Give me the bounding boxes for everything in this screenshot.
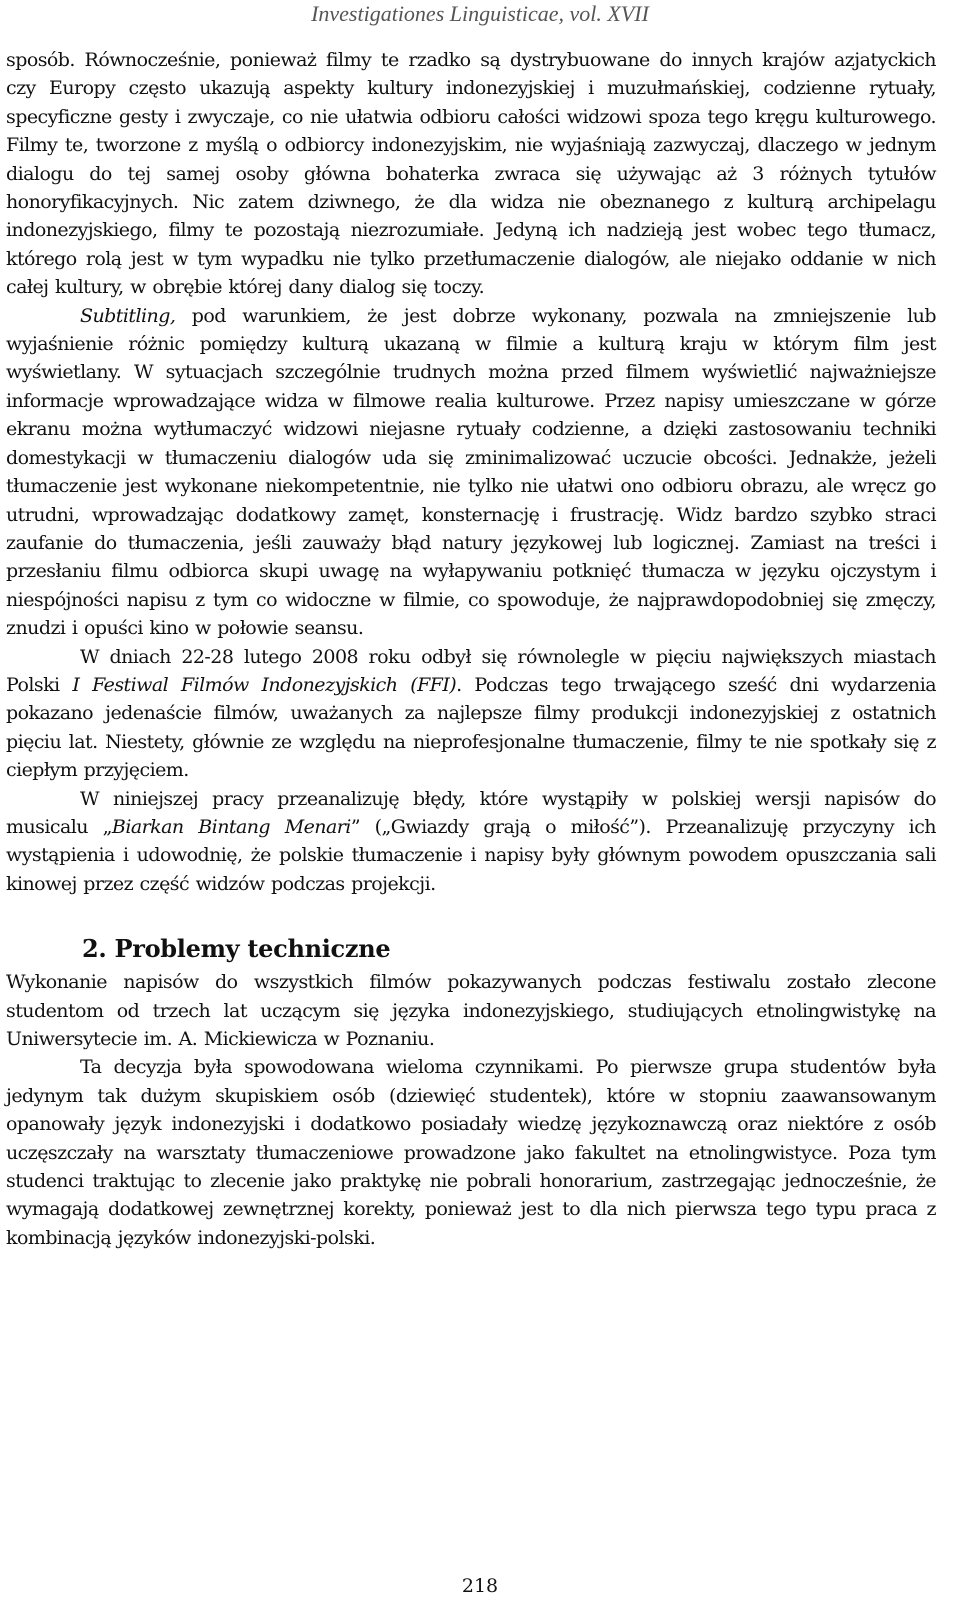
paragraph-subtitling-text: pod warunkiem, że jest dobrze wykonany, pozwala na zmniejszenie lub wyjaśnienie różnic pomiędzy kulturą ukazaną w filmie a kulturą kraju w którym film jest wyświetlany. W sytuacjach szczególnie trudnych można przed filmem wyświetlić najważniejsze informacje wprowadzające widza w filmowe realia kulturowe. Przez napisy umieszczane w górze ekranu można wytłumaczyć widzowi niejasne rytuały codzienne, a dzięki zastosowaniu techniki domestykacji w tłumaczeniu dialogów uda się zminimalizować uczucie obcości. Jednakże, jeżeli tłumaczenie jest wykonane niekompetentnie, nie tylko nie ułatwi ono odbioru obrazu, ale wręcz go utrudni, wprowadzając dodatkowy zamęt, konsternację i frustrację. Widz bardzo szybko straci zaufanie do tłumaczenia, jeśli zauważy błąd natury językowej lub logicznej. Zamiast na treści i przesłaniu filmu odbiorca skupi uwagę na wyłapywaniu potknięć tłumacza w języku ojczystym i niespójności napisu z tym co widoczne w filmie, co spowoduje, że najprawdopodobniej się zmęczy, znudzi i opuści kino w połowie seansu.	[6, 304, 936, 640]
paragraph-subtitling	[6, 302, 936, 643]
paragraph-section-intro: Wykonanie napisów do wszystkich filmów pokazywanych podczas festiwalu zostało zlecone studentom od trzech lat uczącym się języka indonezyjskiego, studiujących etnolingwistykę na Uniwersytecie im. A. Mickiewicza w Poznaniu.	[6, 971, 936, 1050]
paragraph-continued: sposób. Równocześnie, ponieważ filmy te rzadko są dystrybuowane do innych krajów azjatyckich czy Europy często ukazują aspekty kultury indonezyjskiej i muzułmańskiej, codzienne rytuały, specyficzne gesty i zwyczaje, co nie ułatwia odbioru całości widzowi spoza tego kręgu kulturowego. Filmy te, tworzone z myślą o odbiorcy indonezyjskim, nie wyjaśniają zazwyczaj, dlaczego w jednym dialogu do tej samej osoby główna bohaterka zwraca się używając aż 3 różnych tytułów honoryfikacyjnych. Nic zatem dziwnego, że dla widza nie obeznanego z kulturą archipelagu indonezyjskiego, filmy te pozostają niezrozumiałe. Jedyną ich nadzieją jest wobec tego tłumacz, którego rolą jest w tym wypadku nie tylko przetłumaczenie dialogów, ale niejako oddanie w nich całej kultury, w obrębie której dany dialog się toczy.	[6, 49, 936, 299]
italic-festival-name: I Festiwal Filmów Indonezyjskich (FFI)	[72, 673, 457, 696]
paragraph-analysis-text-a: W niniejszej pracy przeanalizuję błędy, które wystąpiły w polskiej wersji napisów do musicalu „	[6, 787, 936, 838]
paragraph-decision: Ta decyzja była spowodowana wieloma czynnikami. Po pierwsze grupa studentów była jedynym tak dużym skupiskiem osób (dziewięć studentek), które w stopniu zaawansowanym opanowały język indonezyjski i dodatkowo posiadały wiedzę językoznawczą oraz niektóre z osób uczęszczały na warsztaty tłumaczeniowe prowadzone jako fakultet na etnolingwistyce. Poza tym studenci traktując to zlecenie jako praktykę nie pobrali honorarium, zastrzegając jednocześnie, że wymagają dodatkowej zewnętrznej korekty, ponieważ jest to dla nich pierwsza tego typu praca z kombinacją języków indonezyjski-polski.	[6, 1056, 936, 1249]
paragraph-analysis	[6, 785, 936, 899]
section-heading: 2. Problemy techniczne	[82, 934, 391, 964]
italic-term-subtitling: Subtitling,	[80, 304, 176, 327]
paragraph-festival-text-a: W dniach 22-28 lutego 2008 roku odbył się równolegle w pięciu największych miastach Polski	[6, 645, 936, 696]
page-number: 218	[461, 1575, 499, 1597]
running-header: Investigationes Linguisticae, vol. XVII	[311, 1, 649, 26]
paragraph-festival	[6, 643, 936, 785]
italic-film-title: Biarkan Bintang Menari	[111, 815, 351, 838]
page-body	[6, 46, 936, 1252]
paragraph-festival-text-b: . Podczas tego trwającego sześć dni wydarzenia pokazano jedenaście filmów, uważanych za najlepsze filmy produkcji indonezyjskiej z ostatnich pięciu lat. Niestety, głównie ze względu na nieprofesjonalne tłumaczenie, filmy te nie spotkały się z ciepłym przyjęciem.	[6, 673, 936, 782]
paragraph-analysis-text-b: ” („Gwiazdy grają o miłość”). Przeanalizuję przyczyny ich wystąpienia i udowodnię, że polskie tłumaczenie i napisy były głównym powodem opuszczania sali kinowej przez część widzów podczas projekcji.	[6, 815, 936, 895]
